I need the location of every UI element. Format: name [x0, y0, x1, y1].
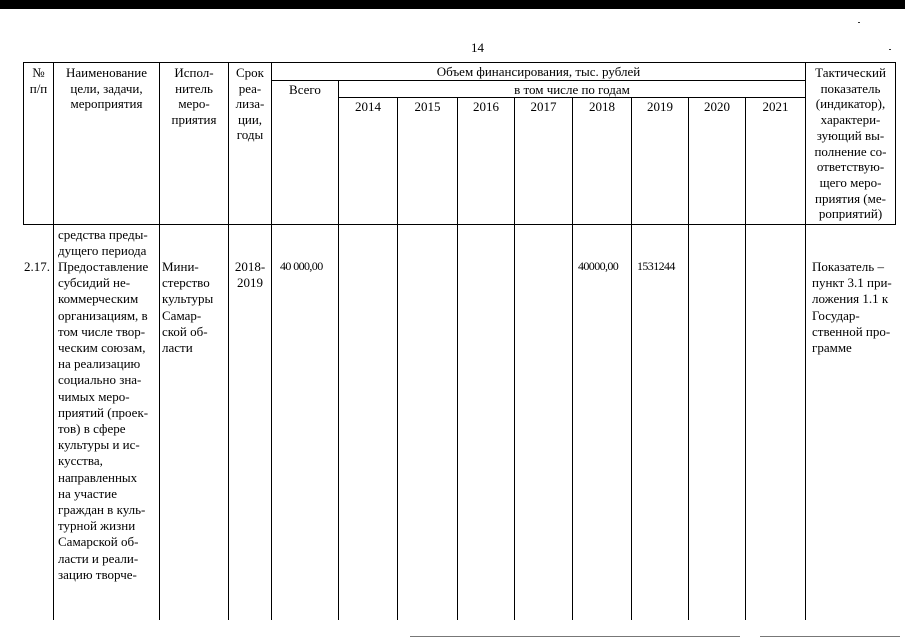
header-term: Срок реа- лиза- ции, годы [235, 65, 265, 142]
row-executor: Мини- стерство культуры Самар- ской об- ласти [162, 259, 214, 356]
header-year: 2014 [355, 99, 381, 114]
scan-bottom-artifact [410, 636, 740, 637]
header-name: Наименование цели, задачи, мероприятия [66, 65, 147, 111]
scan-bottom-artifact [760, 636, 900, 637]
header-executor: Испол- нитель меро- приятия [171, 65, 217, 127]
header-year: 2016 [473, 99, 499, 114]
row-total: 40 000,00 [280, 259, 323, 273]
row-indicator: Показатель – пункт 3.1 при- ложения 1.1 к Государ- ственной про- грамме [812, 259, 892, 356]
row-name: Предоставление субсидий не- коммерческим организациям, в том числе твор- ческим союзам, на реализацию социально зна- чимых меро- приятий (проек- тов) в сфере культуры и ис- кусства, направленных на участие граждан в куль- турной жизни Самарской об- ласти и реали- зацию творче- [58, 259, 149, 582]
header-by-years: в том числе по годам [514, 82, 630, 97]
header-year: 2017 [530, 99, 557, 114]
row-number: 2.17. [24, 259, 50, 274]
row-2019-value: 1531244 [637, 259, 675, 273]
header-num: № п/п [29, 65, 48, 96]
row-term: 2018- 2019 [234, 259, 266, 291]
header-year: 2021 [762, 99, 789, 114]
header-year: 2020 [704, 99, 730, 114]
header-year: 2019 [647, 99, 673, 114]
header-year: 2018 [589, 99, 615, 114]
header-total: Всего [289, 82, 321, 97]
header-indicator: Тактический показатель (индикатор), характери- зующий вы- полнение со- ответствую- щего меро- приятия (ме- роприятий) [814, 65, 887, 222]
continuation-text: средства преды- дущего периода [58, 227, 148, 259]
row-2018-value: 40000,00 [578, 259, 619, 273]
header-year: 2015 [414, 99, 441, 114]
page-number: 14 [471, 40, 484, 55]
header-funding-title: Объем финансирования, тыс. рублей [436, 64, 641, 79]
